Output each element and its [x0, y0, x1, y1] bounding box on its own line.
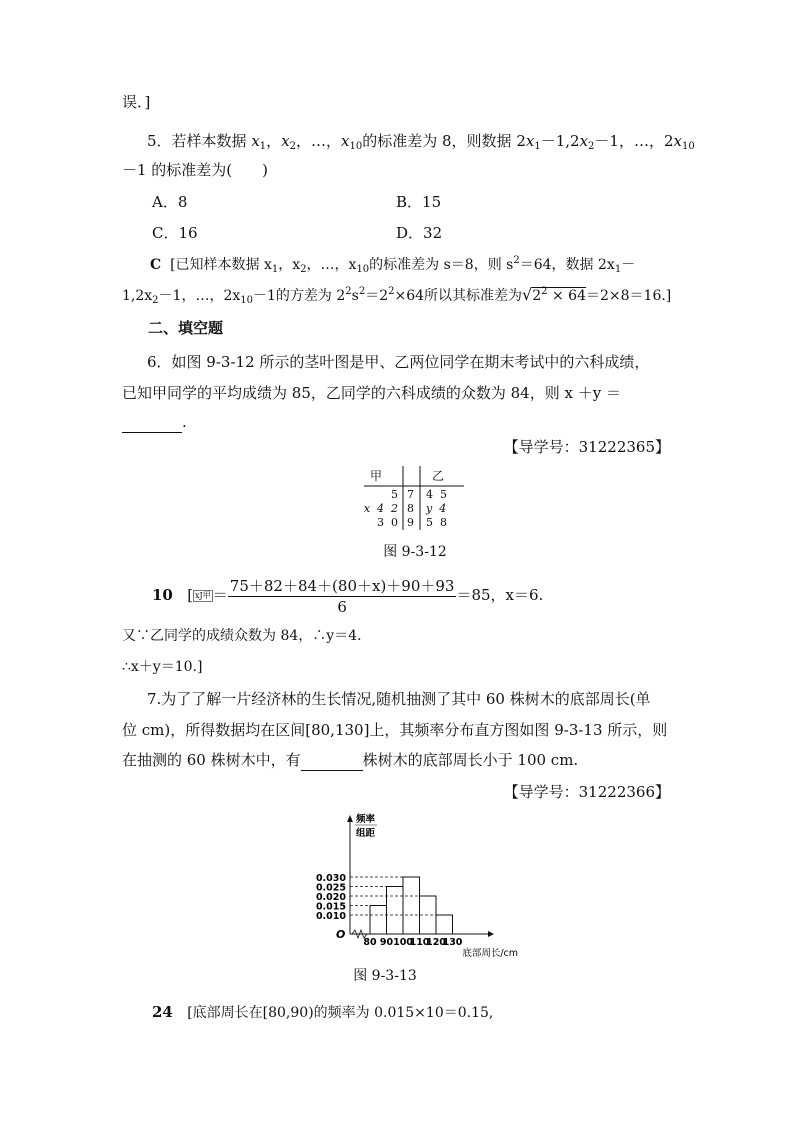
y-tick-label: 0.015	[315, 901, 346, 913]
q6-stem-line1: 6．如图 9-3-12 所示的茎叶图是甲、乙两位同学在期末考试中的六科成绩，	[147, 353, 650, 371]
stem-leaf-plot	[360, 466, 470, 530]
stem-leaf-left-row: 3 0	[377, 516, 398, 529]
q5-solution-line1: C [已知样本数据 $x_1$，$x_2$，…，$x_{10}$的标准差为 s＝8，则 $s^2=64$，数据 $2x_1-$	[150, 255, 636, 275]
figure-caption-9-3-12: 图 9-3-12	[383, 544, 447, 560]
figure-caption-9-3-13: 图 9-3-13	[353, 968, 417, 984]
q6-solution-line3: ∴x＋y＝10.]	[122, 659, 203, 675]
x-axis-arrow	[488, 931, 494, 937]
y-tick-label: 0.020	[315, 892, 346, 903]
origin-label: O	[336, 928, 346, 941]
stem-leaf-stem: 7	[407, 488, 414, 501]
stem-leaf-stem: 9	[407, 516, 414, 529]
y-axis-label-top: 频率	[356, 814, 376, 825]
histogram-bar	[403, 877, 420, 934]
x-tick-label: 110	[409, 937, 430, 948]
q5-stem-line2: －1 的标准差为( )	[122, 161, 269, 179]
stem-leaf-right-row: 5 8	[426, 516, 447, 529]
image-icon: xJ甲	[195, 591, 211, 600]
histogram-bar	[436, 915, 453, 934]
q6-solution-line1: 10 [ xJ甲 ＝ $\frac{75+82+84+(80+x)+90+93}{6}$ ＝85，x＝6.	[152, 576, 544, 616]
q6-answer-blank: .	[122, 412, 187, 433]
histogram-bar	[387, 887, 404, 935]
stem-leaf-right-row: y 4	[426, 502, 447, 515]
q7-solution-line1: 24 [底部周长在[80,90)的频率为 0.015×10＝0.15,	[152, 1003, 494, 1021]
q7-guide-number: 【导学号：31222366】	[503, 783, 670, 801]
x-tick-label: 80	[363, 937, 377, 948]
x-axis-label: 底部周长/cm	[462, 948, 518, 959]
stem-leaf-left-row: x 4 2	[363, 502, 398, 515]
y-tick-label: 0.030	[315, 873, 346, 884]
q7-stem-line3: 在抽测的 60 株树木中，有 株树木的底部周长小于 100 cm.	[122, 751, 579, 769]
histogram-chart	[292, 806, 532, 966]
stem-leaf-header-left: 甲	[370, 469, 383, 483]
stem-leaf-header-right: 乙	[432, 469, 445, 483]
stem-leaf-stem: 8	[407, 502, 414, 515]
x-tick-label: 130	[442, 937, 463, 948]
y-tick-label: 0.025	[315, 882, 346, 894]
histogram-bar	[370, 906, 387, 935]
q5-stem-line1: 5．若样本数据 $x_1$，$x_2$，…，$x_{10}$的标准差为 8，则数据 $2x_1-1,2x_2-1$，…，$2x_{10}$	[147, 132, 695, 152]
q6-stem-line2: 已知甲同学的平均成绩为 85，乙同学的六科成绩的众数为 84，则 x ＋y ＝	[122, 384, 621, 402]
y-axis-arrow	[347, 815, 353, 822]
q6-guide-number: 【导学号：31222365】	[503, 438, 670, 456]
q5-solution-line2: $1,2x_2-1$，…，$2x_{10}-1$的方差为 $2^2s^2=2^2\times 64$所以其标准差为$√2^2 \times 64=2\times 8=16$.]	[122, 285, 672, 306]
y-axis-label-bottom: 组距	[356, 828, 376, 839]
x-tick-label: 100	[393, 937, 413, 948]
x-tick-label: 120	[426, 937, 446, 948]
q5-option-b: B．15	[396, 193, 442, 211]
q6-solution-line2: 又∵乙同学的成绩众数为 84，∴y＝4.	[122, 628, 362, 644]
mean-fraction: $\frac{75+82+84+(80+x)+90+93}{6}$	[229, 576, 455, 616]
stem-leaf-right-row: 4 5	[426, 488, 447, 501]
q5-option-c: C．16	[152, 224, 198, 242]
stem-leaf-left-row: 5	[391, 488, 398, 501]
q5-option-a: A．8	[152, 193, 188, 211]
carry-text: 误．]	[122, 93, 151, 111]
q7-stem-line2: 位 cm)，所得数据均在区间[80,130]上，其频率分布直方图如图 9-3-13 所示，则	[122, 721, 668, 739]
q7-stem-line1: 7.为了了解一片经济林的生长情况,随机抽测了其中 60 株树木的底部周长(单	[147, 690, 651, 708]
section-title: 二、填空题	[148, 319, 224, 337]
q5-option-d: D．32	[396, 224, 443, 242]
x-tick-label: 90	[379, 937, 394, 948]
y-tick-label: 0.010	[315, 911, 346, 922]
